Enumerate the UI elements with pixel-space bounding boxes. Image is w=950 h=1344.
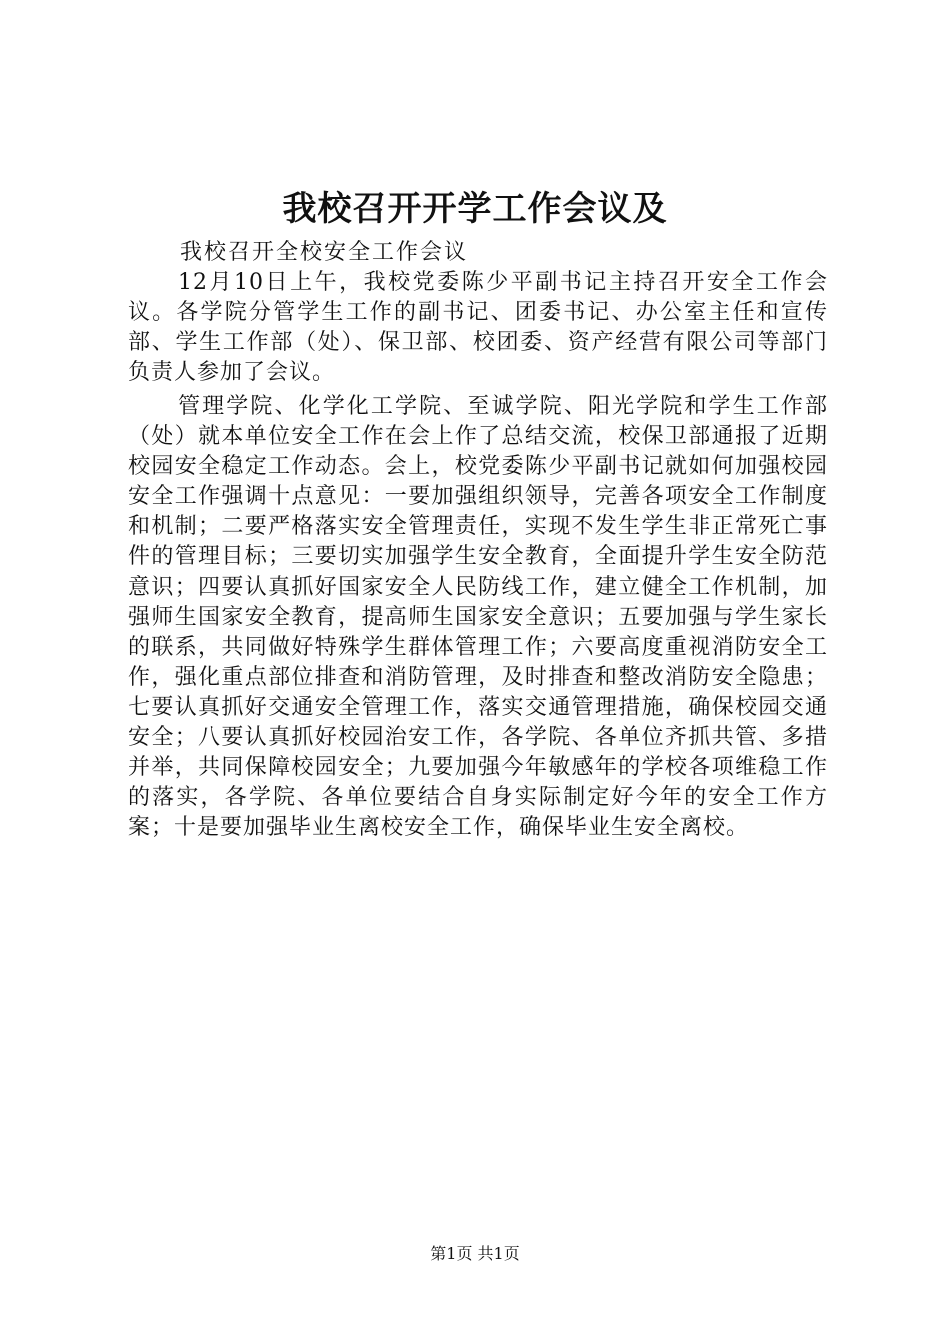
body-paragraph-1: 12月10日上午，我校党委陈少平副书记主持召开安全工作会议。各学院分管学生工作的副书记、团委书记、办公室主任和宣传部、学生工作部（处）、保卫部、校团委、资产经营有限公司等部门负责人参加了会议。 [128, 270, 828, 386]
document-subtitle: 我校召开全校安全工作会议 [180, 240, 469, 265]
page-number-footer: 第1页 共1页 [430, 1244, 520, 1263]
body-paragraph-2: 管理学院、化学化工学院、至诚学院、阳光学院和学生工作部（处）就本单位安全工作在会上作了总结交流，校保卫部通报了近期校园安全稳定工作动态。会上，校党委陈少平副书记就如何加强校园安全工作强调十点意见：一要加强组织领导，完善各项安全工作制度和机制；二要严格落实安全管理责任，实现不发生学生非正常死亡事件的管理目标；三要切实加强学生安全教育，全面提升学生安全防范意识；四要认真抓好国家安全人民防线工作，建立健全工作机制，加强师生国家安全教育，提高师生国家安全意识；五要加强与学生家长的联系，共同做好特殊学生群体管理工作；六要高度重视消防安全工作，强化重点部位排查和消防管理，及时排查和整改消防安全隐患；七要认真抓好交通安全管理工作，落实交通管理措施，确保校园交通安全；八要认真抓好校园治安工作，各学院、各单位齐抓共管、多措并举，共同保障校园安全；九要加强今年敏感年的学校各项维稳工作的落实，各学院、各单位要结合自身实际制定好今年的安全工作方案；十是要加强毕业生离校安全工作，确保毕业生安全离校。 [128, 394, 828, 841]
document-title: 我校召开开学工作会议及 [282, 189, 668, 229]
